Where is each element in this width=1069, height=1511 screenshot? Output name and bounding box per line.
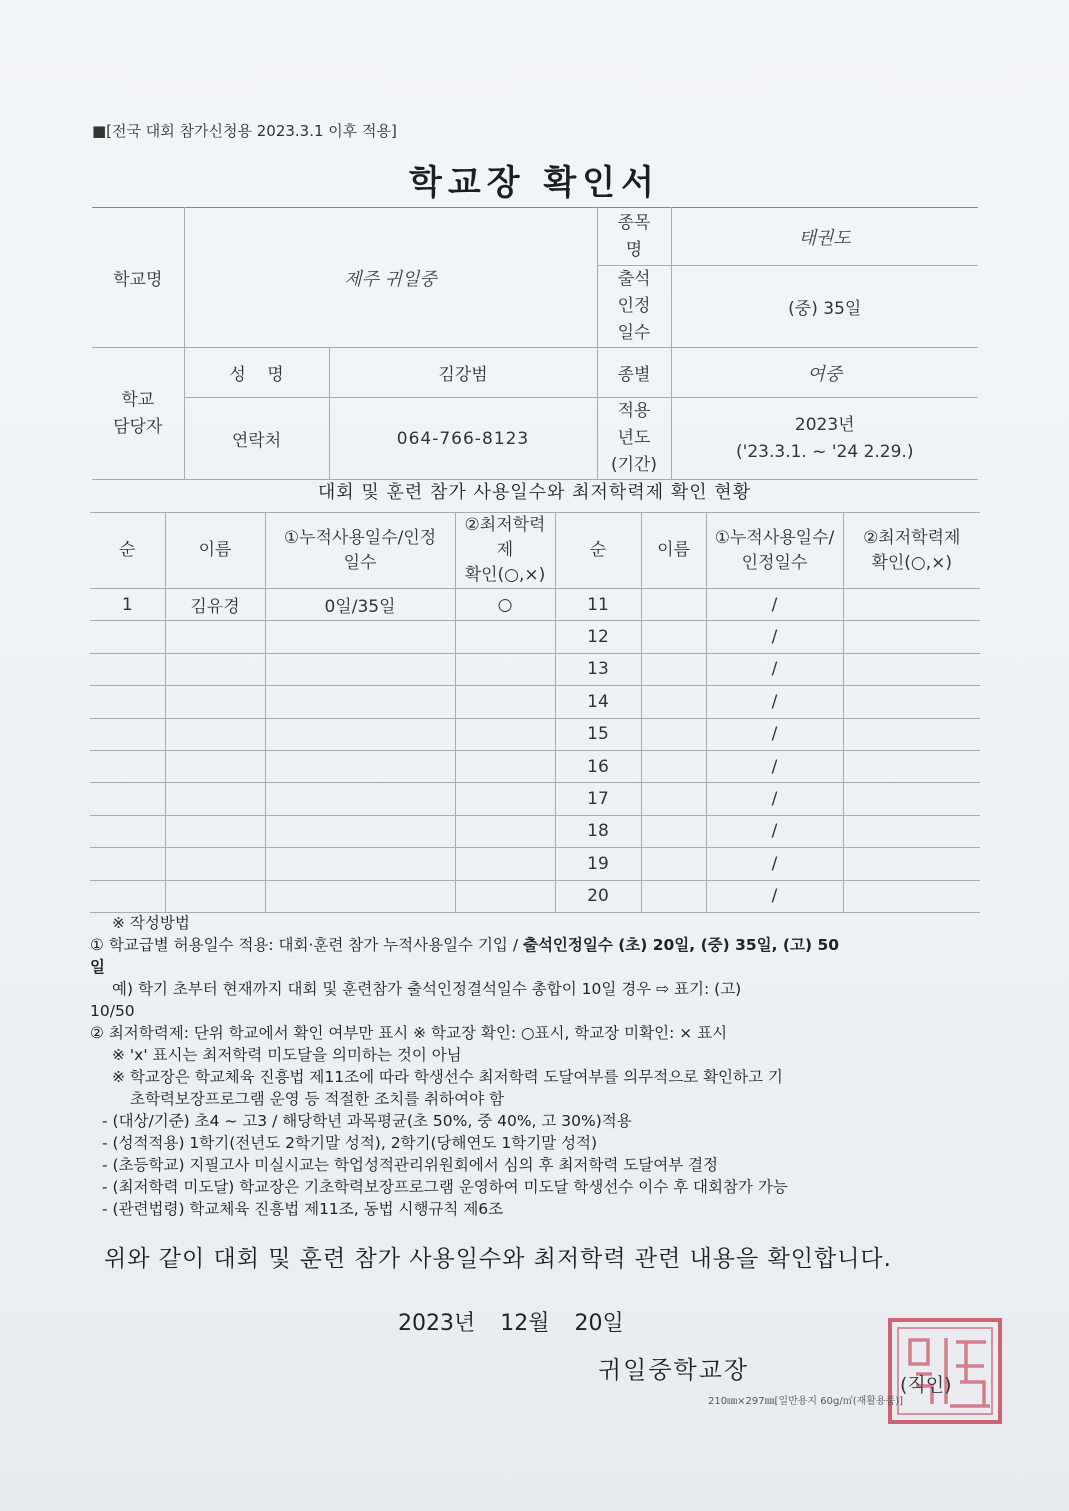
gender-value: 여중 [671,348,978,398]
instructions [90,912,980,1220]
row-name-right [641,848,706,880]
row-min-right [843,686,980,718]
note-1-wrap: 일 [90,958,105,976]
col-header-min: ②최저학력 제 확인(○,×) [455,513,555,589]
row-days [265,880,455,912]
year-text: 2023년 [794,414,855,435]
row-days [265,653,455,685]
gender-label: 종별 [597,348,671,398]
row-no [90,880,165,912]
col-header-no-right: 순 [555,513,641,589]
row-days [265,718,455,750]
school-name-label: 학교명 [92,208,184,348]
row-no-right: 15 [555,718,641,750]
manager-label: 학교 담당자 [92,348,184,480]
row-no [90,750,165,782]
col-header-name-right: 이름 [641,513,706,589]
name-label: 성 명 [184,348,329,398]
document-title: 학교장 확인서 [409,163,660,203]
row-name [165,621,265,653]
row-days-right: / [706,718,843,750]
row-name-right [641,621,706,653]
row-name [165,880,265,912]
row-no-right: 13 [555,653,641,685]
row-no [90,848,165,880]
row-min-right [843,718,980,750]
col-header-no: 순 [90,513,165,589]
attendance-value: (중) 35일 [671,266,978,348]
table-row [90,848,980,880]
row-min-right [843,783,980,815]
notes-heading: ※ 작성방법 [112,914,190,932]
row-min [455,718,555,750]
row-name [165,815,265,847]
detail-grades: - (성적적용) 1학기(전년도 2학기말 성적), 2학기(당해연도 1학기말 성적) [102,1134,598,1152]
row-min-right [843,621,980,653]
row-days [265,815,455,847]
row-days [265,848,455,880]
note-1: ① 학교급별 허용일수 적용: 대회·훈련 참가 누적사용일수 기입 / 출석인정일수 (초) 20일, (중) 35일, (고) 50 [90,936,840,954]
row-min [455,686,555,718]
row-min-right [843,848,980,880]
row-days-right: / [706,750,843,782]
row-no-right: 17 [555,783,641,815]
row-min [455,848,555,880]
table-row [90,783,980,815]
row-name-right [641,880,706,912]
row-name [165,783,265,815]
status-subtitle: 대회 및 훈련 참가 사용일수와 최저학력제 확인 현황 [317,482,752,503]
note-1-example-wrap: 10/50 [90,1002,135,1020]
row-min [455,750,555,782]
note-1-example: 예) 학기 초부터 현재까지 대회 및 훈련참가 출석인정결석일수 총합이 10일 경우 ⇨ 표기: (고) [112,980,742,998]
school-name-value: 제주 귀일중 [184,208,597,348]
row-days [265,783,455,815]
row-no-right: 11 [555,589,641,621]
col-header-days-right: ①누적사용일수/ 인정일수 [706,513,843,589]
row-no [90,686,165,718]
table-row [90,653,980,685]
table-row [90,718,980,750]
row-no-right: 12 [555,621,641,653]
row-no [90,621,165,653]
note-2-sub1: ※ 'x' 표시는 최저학력 미도달을 의미하는 것이 아님 [112,1046,462,1064]
manager-name-value: 김강범 [329,348,597,398]
col-header-name: 이름 [165,513,265,589]
row-no [90,815,165,847]
attendance-label: 출석 인정 일수 [597,266,671,348]
row-no-right: 18 [555,815,641,847]
note-2-sub2: ※ 학교장은 학교체육 진흥법 제11조에 따라 학생선수 최저학력 도달여부를 의무적으로 확인하고 기 [112,1068,783,1086]
row-no [90,653,165,685]
row-name [165,653,265,685]
row-min-right [843,815,980,847]
table-row [90,815,980,847]
info-table [92,207,978,480]
table-row [90,686,980,718]
paper-spec: 210㎜×297㎜[일반용지 60g/㎡(재활용품)] [708,1396,904,1407]
row-min [455,815,555,847]
row-no-right: 20 [555,880,641,912]
row-days-right: / [706,880,843,912]
row-name-right [641,589,706,621]
table-row [90,589,980,621]
detail-law: - (관련법령) 학교체육 진흥법 제11조, 동법 시행규칙 제6조 [102,1200,504,1218]
row-no-right: 19 [555,848,641,880]
table-row [90,880,980,912]
note-2-sub2-wrap: 초학력보장프로그램 운영 등 적절한 조치를 취하여야 함 [130,1090,504,1108]
year-label: 적용 년도 (기간) [597,398,671,480]
row-name-right [641,783,706,815]
row-name-right [641,686,706,718]
row-name-right [641,653,706,685]
row-no: 1 [90,589,165,621]
row-name [165,848,265,880]
row-days [265,621,455,653]
row-days [265,750,455,782]
row-no [90,783,165,815]
row-name [165,686,265,718]
row-min-right [843,653,980,685]
confirmation-statement: 위와 같이 대회 및 훈련 참가 사용일수와 최저학력 관련 내용을 확인합니다. [104,1246,892,1272]
col-header-min-right: ②최저학력제 확인(○,×) [843,513,980,589]
row-no-right: 14 [555,686,641,718]
row-days-right: / [706,653,843,685]
row-days-right: / [706,848,843,880]
table-row [90,750,980,782]
row-no-right: 16 [555,750,641,782]
row-days-right: / [706,815,843,847]
row-days-right: / [706,621,843,653]
row-min: ○ [455,589,555,621]
row-min-right [843,750,980,782]
row-name: 김유경 [165,589,265,621]
sport-label: 종목 명 [597,208,671,266]
detail-below-min: - (최저학력 미도달) 학교장은 기초학력보장프로그램 운영하여 미도달 학생선수 이수 후 대회참가 가능 [102,1178,788,1196]
col-header-days: ①누적사용일수/인정 일수 [265,513,455,589]
row-min-right [843,880,980,912]
row-days-right: / [706,589,843,621]
table-header-row [90,513,980,589]
row-min [455,880,555,912]
detail-elementary: - (초등학교) 지필고사 미실시교는 학업성적관리위원회에서 심의 후 최저학력 도달여부 결정 [102,1156,719,1174]
row-no [90,718,165,750]
notice-line: ■[전국 대회 참가신청용 2023.3.1 이후 적용] [92,122,397,140]
row-days: 0일/35일 [265,589,455,621]
row-min [455,653,555,685]
principal-title: 귀일중학교장 [598,1356,750,1384]
row-days-right: / [706,686,843,718]
period-text: ('23.3.1. ~ '24 2.29.) [736,441,914,462]
row-min [455,621,555,653]
contact-label: 연락처 [184,398,329,480]
row-min [455,783,555,815]
row-name-right [641,750,706,782]
issue-date: 2023년 12월 20일 [398,1311,624,1336]
participation-table [90,512,980,913]
row-name-right [641,718,706,750]
row-days-right: / [706,783,843,815]
table-row [90,621,980,653]
row-name [165,718,265,750]
row-name-right [641,815,706,847]
detail-target: - (대상/기준) 초4 ~ 고3 / 해당학년 과목평균(초 50%, 중 40%, 고 30%)적용 [102,1112,632,1130]
row-min-right [843,589,980,621]
year-value [671,398,978,480]
row-name [165,750,265,782]
row-days [265,686,455,718]
sport-value: 태권도 [671,208,978,266]
note-2: ② 최저학력제: 단위 학교에서 확인 여부만 표시 ※ 학교장 확인: ○표시, 학교장 미확인: × 표시 [90,1024,728,1042]
contact-value: 064-766-8123 [329,398,597,480]
seal-label: (직인) [900,1374,952,1396]
